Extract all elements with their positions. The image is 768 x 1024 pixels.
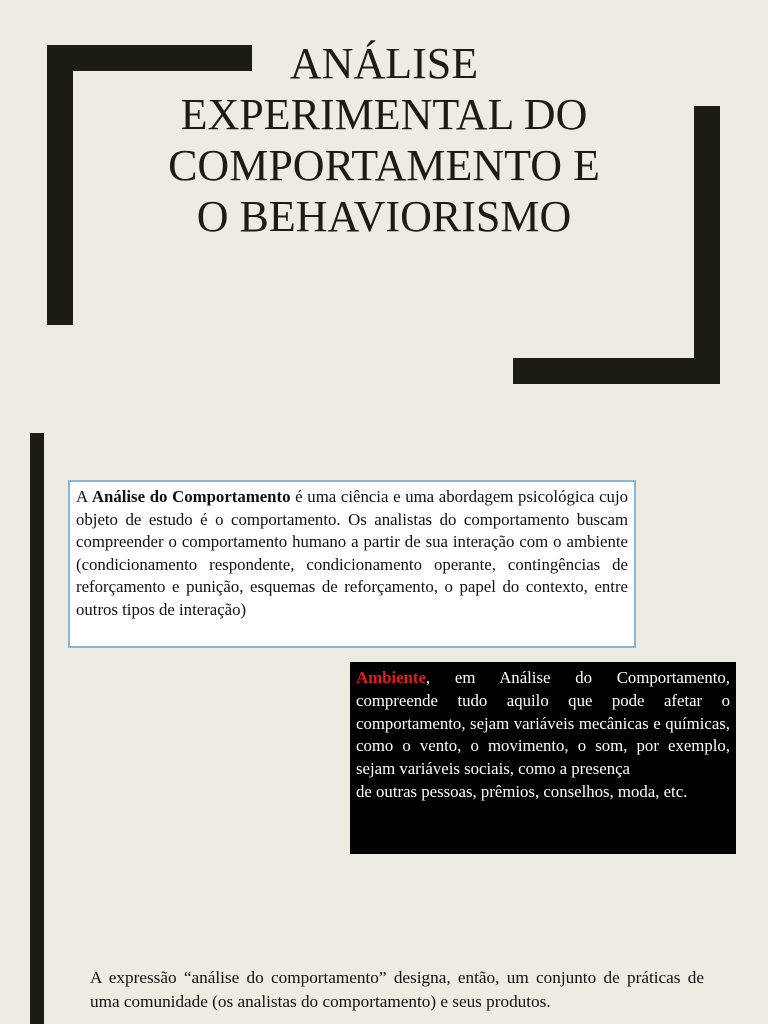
environment-body-continued: de outras pessoas, prêmios, conselhos, moda, etc. — [356, 781, 688, 801]
environment-body: , em Análise do Comportamento, compreende tudo aquilo que pode afetar o comportamento, sejam variáveis mecânicas e químicas, como o vento, o movimento, o som, por exemplo, sejam variáveis sociais, como a presença — [356, 668, 730, 779]
environment-term: Ambiente — [356, 668, 426, 687]
frame-top-left-vertical — [47, 45, 73, 325]
left-accent-rule — [30, 433, 44, 1024]
definition-prefix: A — [76, 487, 92, 506]
slide-title: ANÁLISE EXPERIMENTAL DO COMPORTAMENTO E O BEHAVIORISMO — [168, 39, 600, 241]
environment-textbox — [350, 662, 736, 854]
conclusion-paragraph: A expressão “análise do comportamento” designa, então, um conjunto de práticas de uma comunidade (os analistas do comportamento) e seus produtos. — [90, 968, 704, 1011]
definition-body: é uma ciência e uma abordagem psicológica cujo objeto de estudo é o comportamento. Os analistas do comportamento buscam compreender o comportamento humano a partir de sua interação com o ambiente (condicionamento respondente, condicionamento operante, contingências de reforçamento e punição, esquemas de reforçamento, o papel do contexto, entre outros tipos de interação) — [76, 487, 629, 619]
definition-term: Análise do Comportamento — [91, 487, 291, 506]
definition-textbox — [68, 480, 636, 648]
frame-bottom-right-vertical — [694, 106, 720, 384]
frame-bottom-right-horizontal — [513, 358, 720, 384]
